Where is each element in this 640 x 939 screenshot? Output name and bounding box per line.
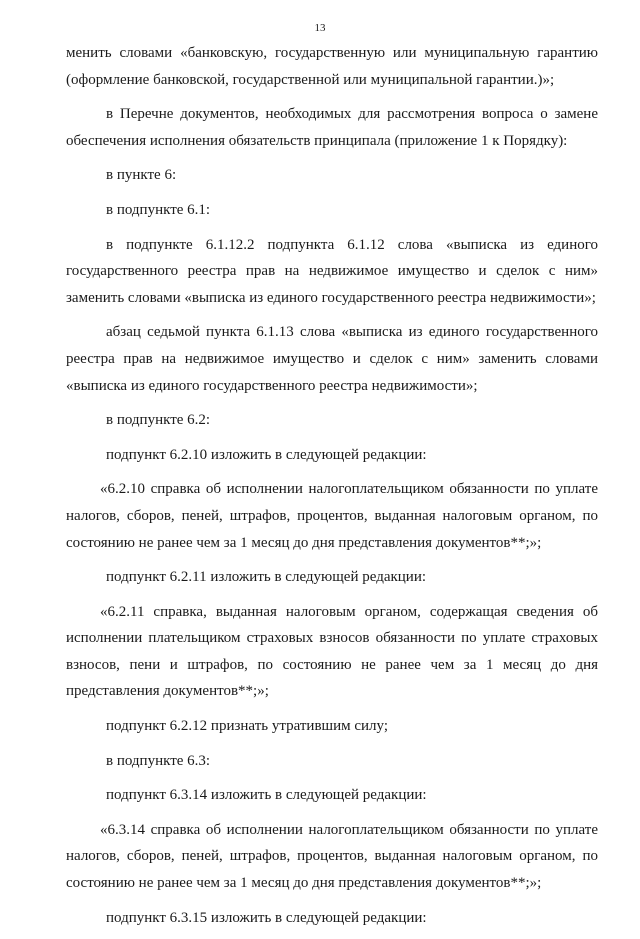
paragraph: подпункт 6.3.15 изложить в следующей редакции: xyxy=(106,909,427,926)
paragraph: в подпункте 6.1.12.2 подпункта 6.1.12 слова «выписка из единого государственного реестра прав на недвижимое имущество и сделок с ним» заменить словами «выписка из единого государственного реестра недвижимости»; xyxy=(66,236,598,306)
paragraph: в Перечне документов, необходимых для рассмотрения вопроса о замене обеспечения исполнения обязательств принципала (приложение 1 к Порядку): xyxy=(66,106,598,149)
paragraph: «6.3.14 справка об исполнении налогоплательщиком обязанности по уплате налогов, сборов, пеней, штрафов, процентов, выданная налоговым органом, по состоянию не ранее чем за 1 месяц до дня представления документов**;»; xyxy=(66,821,598,892)
paragraph: подпункт 6.2.10 изложить в следующей редакции: xyxy=(106,446,427,463)
paragraph: «6.2.10 справка об исполнении налогоплательщиком обязанности по уплате налогов, сборов, пеней, штрафов, процентов, выданная налоговым органом, по состоянию не ранее чем за 1 месяц до дня представления документов**;»; xyxy=(66,481,598,551)
paragraph: в подпункте 6.1: xyxy=(106,201,211,218)
paragraph: подпункт 6.2.12 признать утратившим силу; xyxy=(106,718,388,735)
paragraph: подпункт 6.3.14 изложить в следующей редакции: xyxy=(106,787,427,804)
page-number: 13 xyxy=(314,22,326,34)
paragraph: в подпункте 6.2: xyxy=(106,412,211,429)
paragraph: в подпункте 6.3: xyxy=(106,752,211,769)
paragraph: менить словами «банковскую, государственную или муниципальную гарантию (оформление банковской, государственной или муниципальной гарантии.)»; xyxy=(66,45,598,88)
document-body xyxy=(66,40,598,939)
paragraph: абзац седьмой пункта 6.1.13 слова «выписка из единого государственного реестра прав на недвижимое имущество и сделок с ним» заменить словами «выписка из единого государственного реестра недвижимости»; xyxy=(66,324,598,394)
paragraph: подпункт 6.2.11 изложить в следующей редакции: xyxy=(106,569,427,586)
paragraph: в пункте 6: xyxy=(106,167,177,184)
paragraph: «6.2.11 справка, выданная налоговым органом, содержащая сведения об исполнении плательщиком страховых взносов обязанности по уплате страховых взносов, пени и штрафов, по состоянию не ранее чем за 1 месяц до дня представления документов**;»; xyxy=(66,603,598,700)
